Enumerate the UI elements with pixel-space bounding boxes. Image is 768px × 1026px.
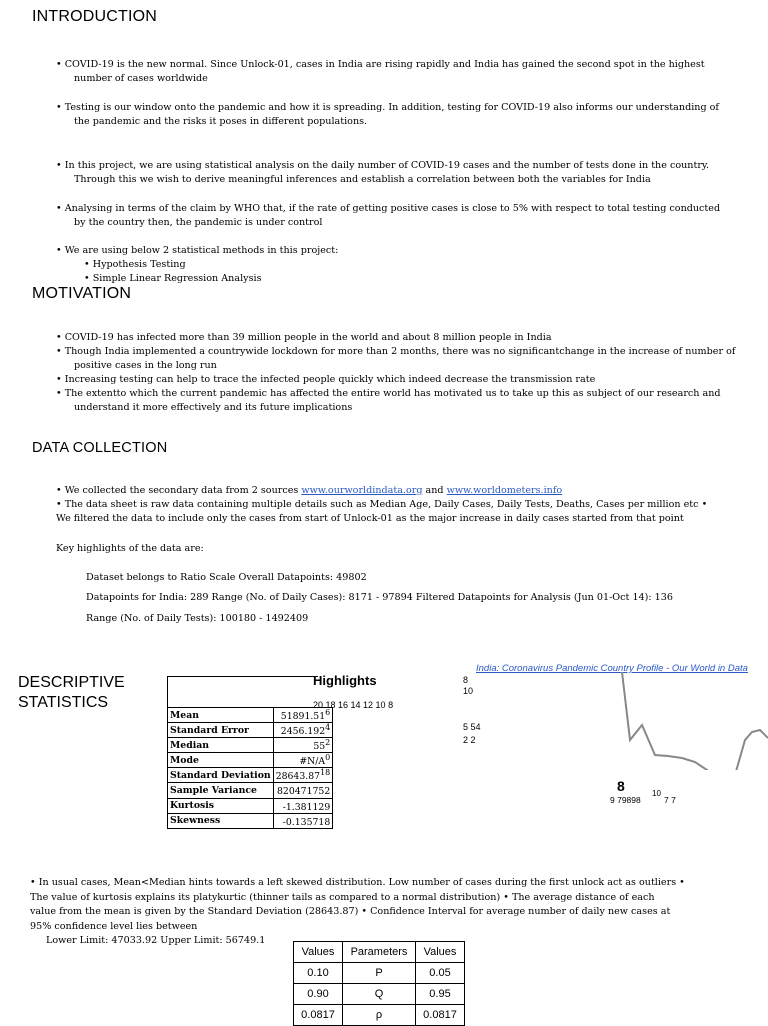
motivation-bullet-1: • COVID-19 has infected more than 39 million people in the world and about 8 million people in India <box>56 332 552 343</box>
method-linear-regression: • Simple Linear Regression Analysis <box>84 273 262 284</box>
stats-row <box>168 768 333 783</box>
data-filter-line: We filtered the data to include only the cases from start of Unlock-01 as the major increase in daily cases started from that point <box>56 513 684 524</box>
data-collection-text <box>56 484 761 526</box>
stats-row <box>168 753 333 768</box>
motivation-bullets <box>56 331 761 415</box>
stats-label: Standard Error <box>168 723 274 738</box>
confidence-limits: Lower Limit: 47033.92 Upper Limit: 56749.1 <box>46 935 266 946</box>
params-cell: 0.0817 <box>294 1005 343 1026</box>
intro-bullet-2 <box>56 101 756 129</box>
stats-value-text: 28643.87 <box>275 771 321 783</box>
params-cell: 0.95 <box>416 984 465 1005</box>
motivation-heading: MOTIVATION <box>32 285 132 302</box>
stats-stray-number: 2 <box>325 738 331 748</box>
stats-value-text: -0.135718 <box>282 816 331 828</box>
chart-label-h: 7 7 <box>664 795 676 805</box>
stats-value <box>273 768 333 783</box>
conclusion-text <box>30 876 730 949</box>
descriptive-heading <box>18 673 125 713</box>
descriptive-stats-table <box>167 707 333 829</box>
descriptive-heading-line-2: STATISTICS <box>18 694 109 711</box>
motivation-bullet-2-line-2: positive cases in the long run <box>74 360 217 371</box>
stats-label: Median <box>168 738 274 753</box>
highlights-title: Highlights <box>313 673 377 688</box>
parameters-table <box>293 941 465 1026</box>
motivation-bullet-4-line-2: understand it more effectively and its future implications <box>74 402 353 413</box>
stats-value <box>273 783 333 798</box>
data-sources-line <box>56 484 761 498</box>
chart-label-a: 8 <box>463 675 469 685</box>
stats-value <box>273 708 333 723</box>
stats-value <box>273 723 333 738</box>
ourworldindata-link[interactable]: www.ourworldindata.org <box>301 485 423 496</box>
data-sources-prefix: • We collected the secondary data from 2 sources <box>56 485 302 496</box>
params-header-values-2: Values <box>416 942 465 963</box>
highlight-1: Dataset belongs to Ratio Scale Overall Datapoints: 49802 <box>86 572 367 583</box>
stats-value <box>273 798 333 813</box>
conclusion-line-3: value from the mean is given by the Standard Deviation (28643.87) • Confidence Interval for average number of daily new cases at <box>30 906 671 917</box>
params-header-parameters: Parameters <box>343 942 416 963</box>
stats-stray-number: 18 <box>320 768 331 778</box>
highlight-3: Range (No. of Daily Tests): 100180 - 1492409 <box>86 613 309 624</box>
stats-value-text: 2456.192 <box>280 726 326 738</box>
stats-stray-number: 4 <box>325 723 331 733</box>
intro-bullet-2-line-1: • Testing is our window onto the pandemic and how it is spreading. In addition, testing for COVID-19 also informs our understanding of <box>56 102 719 113</box>
stats-label: Mode <box>168 753 274 768</box>
stats-row <box>168 813 333 828</box>
intro-methods <box>56 244 756 286</box>
introduction-heading: INTRODUCTION <box>32 8 158 25</box>
chart-label-f: 9 79898 <box>610 795 641 805</box>
params-cell: 0.90 <box>294 984 343 1005</box>
chart-source-link[interactable]: India: Coronavirus Pandemic Country Profile - Our World in Data <box>476 663 748 674</box>
params-cell: 0.05 <box>416 963 465 984</box>
chart-label-d: 2 2 <box>463 735 476 745</box>
chart-line-fragment <box>600 670 768 770</box>
intro-bullet-1-line-2: number of cases worldwide <box>74 73 208 84</box>
stats-row <box>168 783 333 798</box>
params-row <box>294 1005 465 1026</box>
stats-label: Mean <box>168 708 274 723</box>
methods-intro: • We are using below 2 statistical methods in this project: <box>56 245 339 256</box>
data-sources-and: and <box>422 485 447 496</box>
stats-value <box>273 813 333 828</box>
stats-label: Standard Deviation <box>168 768 274 783</box>
conclusion-line-4: 95% confidence level lies between <box>30 920 198 932</box>
params-cell: 0.10 <box>294 963 343 984</box>
stats-row <box>168 708 333 723</box>
stats-value-text: 820471752 <box>277 786 331 798</box>
stats-value-text: -1.381129 <box>282 801 331 813</box>
params-header-values-1: Values <box>294 942 343 963</box>
params-cell: ρ <box>343 1005 416 1026</box>
stats-row <box>168 798 333 813</box>
stats-label: Sample Variance <box>168 783 274 798</box>
intro-bullet-4-line-1: • Analysing in terms of the claim by WHO that, if the rate of getting positive cases is close to 5% with respect to total testing conducted <box>56 203 721 214</box>
motivation-bullet-4-line-1: • The extentto which the current pandemic has affected the entire world has motivated us to take up this as subject of our research and <box>56 388 721 399</box>
stray-axis-numbers: 20 18 16 14 12 10 8 <box>313 700 394 710</box>
data-sheet-line: • The data sheet is raw data containing multiple details such as Median Age, Daily Cases, Daily Tests, Deaths, Cases per million etc • <box>56 499 708 510</box>
conclusion-line-2: The value of kurtosis explains its platykurtic (thinner tails as compared to a normal distribution) • The average distance of each <box>30 891 655 903</box>
highlight-2: Datapoints for India: 289 Range (No. of Daily Cases): 8171 - 97894 Filtered Datapoints for Analysis (Jun 01-Oct 14): 136 <box>86 592 673 603</box>
intro-bullet-2-line-2: the pandemic and the risks it poses in different populations. <box>74 116 368 127</box>
descriptive-heading-line-1: DESCRIPTIVE <box>18 674 125 691</box>
stats-row <box>168 723 333 738</box>
intro-bullet-4-line-2: by the country then, the pandemic is under control <box>74 217 323 228</box>
data-collection-heading: DATA COLLECTION <box>32 440 168 456</box>
stats-row <box>168 738 333 753</box>
params-cell: Q <box>343 984 416 1005</box>
intro-bullet-4 <box>56 202 756 230</box>
stats-value-text: #N/A <box>299 756 326 768</box>
params-row <box>294 984 465 1005</box>
intro-bullet-3 <box>56 159 756 187</box>
intro-bullet-1-line-1: • COVID-19 is the new normal. Since Unlock-01, cases in India are rising rapidly and India has gained the second spot in the highest <box>56 59 705 70</box>
stats-value-text: 51891.51 <box>280 711 326 723</box>
stats-stray-number: 0 <box>325 753 331 763</box>
stats-value-text: 55 <box>313 741 326 753</box>
stats-stray-number: 6 <box>325 708 331 717</box>
intro-bullet-3-line-1: • In this project, we are using statistical analysis on the daily number of COVID-19 cases and the number of tests done in the country. <box>56 160 710 171</box>
worldometers-link[interactable]: www.worldometers.info <box>446 485 563 496</box>
params-cell: P <box>343 963 416 984</box>
method-hypothesis-testing: • Hypothesis Testing <box>84 259 186 270</box>
stats-value <box>273 738 333 753</box>
stats-value <box>273 753 333 768</box>
intro-bullet-1 <box>56 58 756 86</box>
key-highlights-label: Key highlights of the data are: <box>56 543 204 554</box>
chart-label-c: 5 54 <box>463 722 481 732</box>
chart-label-b: 10 <box>463 686 474 696</box>
stats-label: Kurtosis <box>168 798 274 813</box>
chart-label-e: 8 <box>617 778 625 794</box>
chart-label-g: 10 <box>652 789 661 798</box>
motivation-bullet-3: • Increasing testing can help to trace the infected people quickly which indeed decrease the transmission rate <box>56 374 596 385</box>
intro-bullet-3-line-2: Through this we wish to derive meaningful inferences and establish a correlation between both the variables for India <box>74 174 651 185</box>
conclusion-line-1: • In usual cases, Mean<Median hints towards a left skewed distribution. Low number of cases during the first unlock act as outliers • <box>30 877 685 888</box>
motivation-bullet-2-line-1: • Though India implemented a countrywide lockdown for more than 2 months, there was no significantchange in the increase of number of <box>56 346 736 357</box>
params-cell: 0.0817 <box>416 1005 465 1026</box>
stats-table-header-box <box>167 676 318 707</box>
stats-label: Skewness <box>168 813 274 828</box>
params-row <box>294 963 465 984</box>
